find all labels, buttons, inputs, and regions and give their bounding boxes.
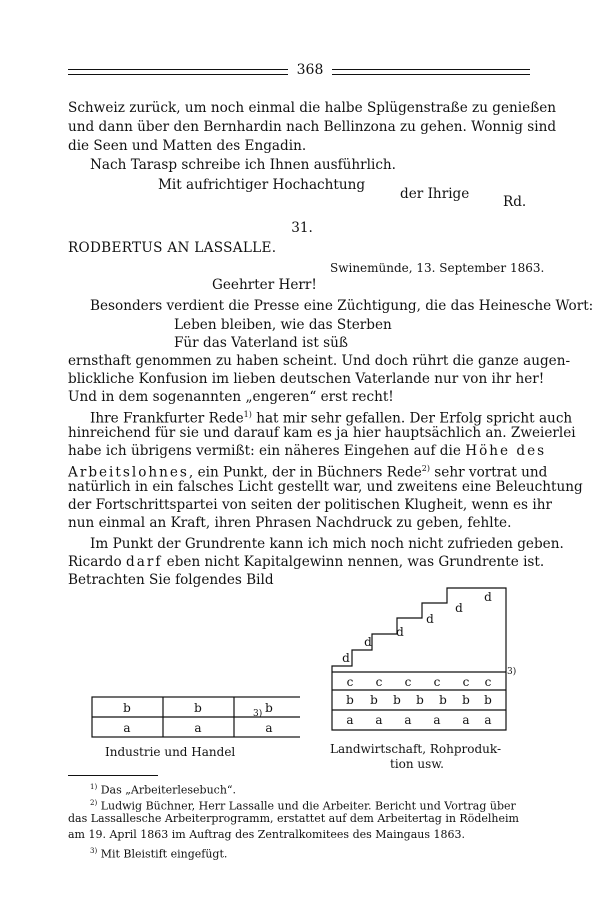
cell-b: b [123, 701, 131, 715]
footnote: $^{2)}$ Ludwig Büchner, Herr Lassalle und die Arbeiter. Bericht und Vortrag über [90, 799, 516, 813]
text-line: habe ich übrigens vermißt: ein näheres Eingehen auf die Höhe des [68, 443, 547, 459]
step-d: d [364, 635, 372, 649]
quote-line: Für das Vaterland ist süß [174, 335, 348, 351]
cell-b: b [265, 701, 273, 715]
diagram-note: 3) [253, 709, 263, 719]
text-line: und dann über den Bernhardin nach Bellinzona zu gehen. Wonnig sind [68, 119, 557, 135]
step-d: d [342, 651, 350, 665]
footnote-rule [68, 775, 158, 776]
cell-b: b [462, 693, 470, 707]
step-d: d [396, 625, 404, 639]
text-line: Ihre Frankfurter Rede$^{1)}$ hat mir sehr gefallen. Der Erfolg spricht auch [90, 410, 573, 427]
diagram-caption: Industrie und Handel [105, 745, 236, 759]
cell-c: c [462, 675, 470, 689]
header-rule-right-2 [332, 74, 530, 75]
letter-number: 31. [291, 220, 313, 236]
signature: Rd. [503, 194, 527, 210]
header-rule-left-2 [68, 74, 288, 75]
text-line: Schweiz zurück, um noch einmal die halbe Splügenstraße zu genießen [68, 100, 557, 116]
step-d: d [426, 612, 434, 626]
cell-a: a [404, 713, 412, 727]
cell-a: a [462, 713, 470, 727]
header-rule-left [68, 69, 288, 70]
text-line: hinreichend für sie und darauf kam es ja hier hauptsächlich an. Zweierlei [68, 425, 576, 441]
header-rule-right [332, 69, 530, 70]
cell-a: a [265, 721, 273, 735]
cell-a: a [123, 721, 131, 735]
diagram-caption: tion usw. [390, 757, 444, 771]
text-line: Ricardo darf eben nicht Kapitalgewinn nennen, was Grundrente ist. [68, 554, 545, 570]
cell-b: b [194, 701, 202, 715]
text-line: Und in dem sogenannten „engeren“ erst recht! [68, 389, 394, 405]
footnote: $^{1)}$ Das „Arbeiterlesebuch“. [90, 783, 237, 797]
signature-prefix: der Ihrige [400, 186, 470, 202]
cell-b: b [393, 693, 401, 707]
text-line: blickliche Konfusion im lieben deutschen Vaterlande nur von ihr her! [68, 371, 545, 387]
text-line: natürlich in ein falsches Licht gestellt war, und zweitens eine Beleuchtung [68, 479, 583, 495]
footnote-continuation: das Lassallesche Arbeiterprogramm, erstattet auf dem Arbeitertag in Rödelheim [68, 812, 519, 825]
quote-line: Leben bleiben, wie das Sterben [174, 317, 392, 333]
cell-a: a [484, 713, 492, 727]
place-date: Swinemünde, 13. September 1863. [330, 261, 545, 275]
cell-a: a [194, 721, 202, 735]
cell-a: a [375, 713, 383, 727]
text-line: nun einmal an Kraft, ihren Phrasen Nachdruck zu geben, fehlte. [68, 515, 512, 531]
diagram-note: 3) [507, 667, 517, 677]
cell-b: b [439, 693, 447, 707]
text-line: die Seen und Matten des Engadin. [68, 138, 307, 154]
cell-c: c [346, 675, 354, 689]
cell-b: b [484, 693, 492, 707]
cell-a: a [433, 713, 441, 727]
text-line: Besonders verdient die Presse eine Züchtigung, die das Heinesche Wort: [90, 298, 594, 314]
letter-title: RODBERTUS AN LASSALLE. [68, 240, 277, 256]
cell-c: c [404, 675, 412, 689]
step-d: d [484, 590, 492, 604]
cell-c: c [484, 675, 492, 689]
text-line: ernsthaft genommen zu haben scheint. Und doch rührt die ganze augen- [68, 353, 571, 369]
closing: Mit aufrichtiger Hochachtung [158, 177, 366, 193]
text-line: Im Punkt der Grundrente kann ich mich noch nicht zufrieden geben. [90, 536, 564, 552]
footnote: $^{3)}$ Mit Bleistift eingefügt. [90, 847, 228, 861]
footnote-continuation: am 19. April 1863 im Auftrag des Zentralkomitees des Maingaus 1863. [68, 828, 465, 841]
diagram-caption: Landwirtschaft, Rohproduk- [330, 742, 502, 756]
text-line: Nach Tarasp schreibe ich Ihnen ausführlich. [90, 157, 397, 173]
salutation: Geehrter Herr! [212, 277, 317, 293]
cell-a: a [346, 713, 354, 727]
text-line: Betrachten Sie folgendes Bild [68, 572, 274, 588]
cell-b: b [346, 693, 354, 707]
cell-c: c [433, 675, 441, 689]
diagram-landwirtschaft [320, 580, 520, 740]
cell-b: b [370, 693, 378, 707]
cell-b: b [416, 693, 424, 707]
text-line: Arbeitslohnes, ein Punkt, der in Büchners Rede$^{2)}$ sehr vortrat und [68, 464, 548, 481]
text-line: der Fortschrittspartei von seiten der politischen Klugheit, wenn es ihr [68, 497, 552, 513]
page-number: 368 [296, 62, 324, 78]
diagram-landwirtschaft-outline [332, 588, 506, 730]
cell-c: c [375, 675, 383, 689]
step-d: d [455, 601, 463, 615]
